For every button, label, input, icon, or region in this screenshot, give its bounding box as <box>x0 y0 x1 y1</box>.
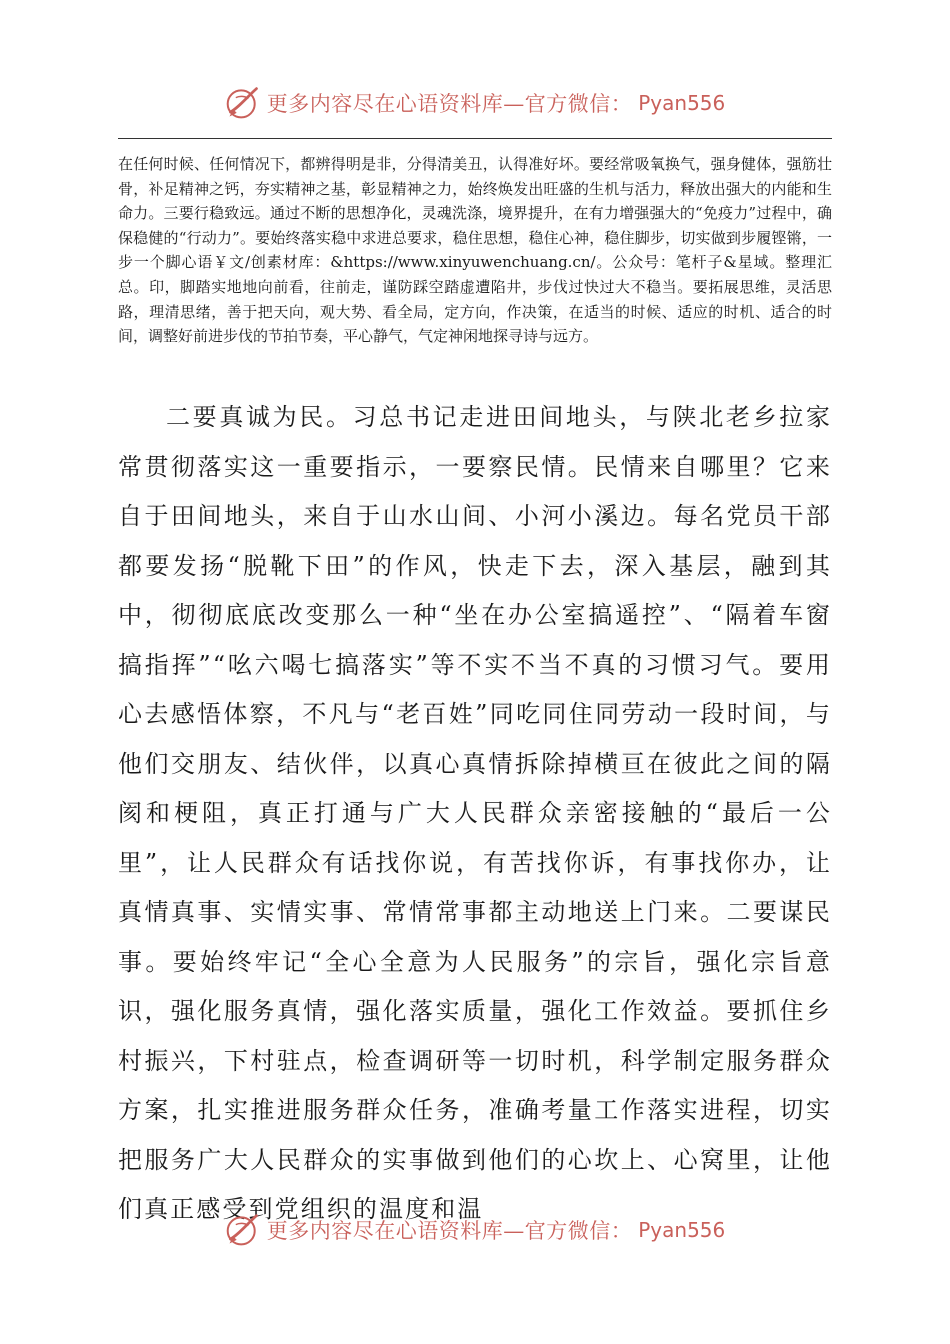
main-paragraph: 二要真诚为民。习总书记走进田间地头，与陕北老乡拉家常贯彻落实这一重要指示，一要察民情。民情来自哪里？它来自于田间地头，来自于山水山间、小河小溪边。每名党员干部都要发扬“脱靴下田”的作风，快走下去，深入基层，融到其中，彻彻底底改变那么一种“坐在办公室搞遥控”、“隔着车窗搞指挥”“吆六喝七搞落实”等不实不当不真的习惯习气。要用心去感悟体察，不凡与“老百姓”同吃同住同劳动一段时间，与他们交朋友、结伙伴，以真心真情拆除掉横亘在彼此之间的隔阂和梗阻，真正打通与广大人民群众亲密接触的“最后一公里”，让人民群众有话找你说，有苦找你诉，有事找你办，让真情真事、实情实事、常情常事都主动地送上门来。二要谋民事。要始终牢记“全心全意为人民服务”的宗旨，强化宗旨意识，强化服务真情，强化落实质量，强化工作效益。要抓住乡村振兴，下村驻点，检查调研等一切时机，科学制定服务群众方案，扎实推进服务群众任务，准确考量工作落实进程，切实把服务广大人民群众的实事做到他们的心坎上、心窝里，让他们真正感受到党组织的温度和温 <box>118 403 832 1223</box>
brand-watermark <box>225 1212 726 1248</box>
pen-logo-icon <box>225 1212 261 1248</box>
brand-text: 更多内容尽在心语资料库—官方微信： <box>266 92 633 116</box>
wechat-id: Pyan556 <box>638 1218 726 1242</box>
page-footer <box>0 1205 950 1255</box>
carryover-paragraph: 在任何时候、任何情况下，都辨得明是非，分得清美丑，认得准好坏。要经常吸氧换气，强身健体，强筋壮骨，补足精神之钙，夯实精神之基，彰显精神之力，始终焕发出旺盛的生机与活力，释放出强大的内能和生命力。三要行稳致远。通过不断的思想净化，灵魂洗涤，境界提升，在有力增强强大的“免疫力”过程中，确保稳健的“行动力”。要始终落实稳中求进总要求，稳住思想，稳住心神，稳住脚步，切实做到步履铿锵，一步一个脚心语￥文/创素材库：&https://www.xinyuwenchuang.cn/。公众号：笔杆子&星域。整理汇总。印，脚踏实地地向前看，往前走，谨防踩空踏虚遭陷井，步伐过快过大不稳当。要拓展思维，灵活思路，理清思绪，善于把天向，观大势、看全局，定方向，作决策，在适当的时候、适应的时机、适合的时间，调整好前进步伐的节拍节奏，平心静气，气定神闲地探寻诗与远方。 <box>118 155 832 346</box>
page-header <box>0 78 950 128</box>
wechat-id: Pyan556 <box>638 91 726 115</box>
brand-watermark <box>225 85 726 121</box>
brand-text: 更多内容尽在心语资料库—官方微信： <box>266 1219 633 1243</box>
header-divider <box>118 138 832 139</box>
pen-logo-icon <box>225 85 261 121</box>
